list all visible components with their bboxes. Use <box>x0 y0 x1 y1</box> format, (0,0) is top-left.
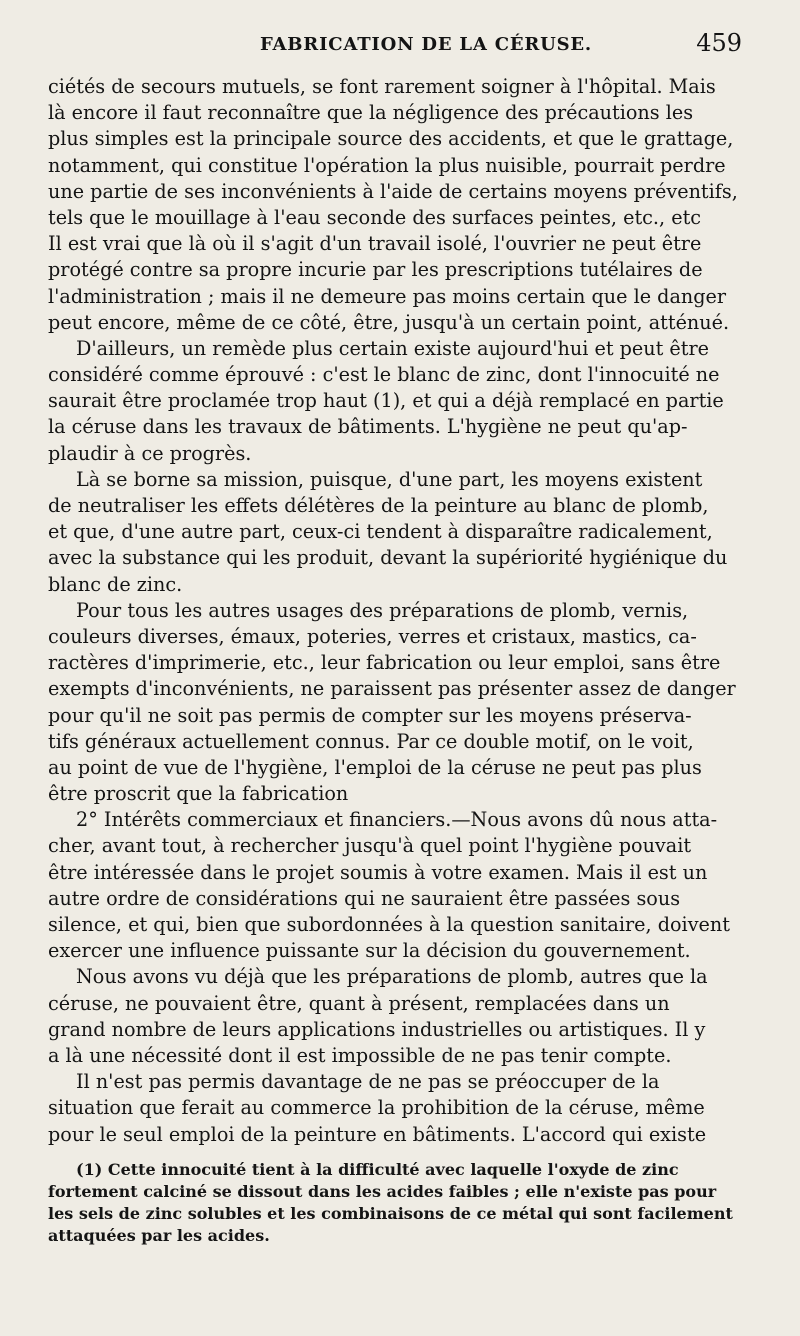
text-line: situation que ferait au commerce la prohibition de la céruse, même <box>48 1096 705 1120</box>
text-line: grand nombre de leurs applications industrielles ou artistiques. Il y <box>48 1017 706 1041</box>
text-line: au point de vue de l'hygiène, l'emploi de la céruse ne peut pas plus <box>48 755 702 779</box>
paragraph-start-line: Pour tous les autres usages des préparations de plomb, vernis, <box>76 598 689 622</box>
paragraph-start-line: Nous avons vu déjà que les préparations de plomb, autres que la <box>76 965 708 989</box>
text-line: cher, avant tout, à rechercher jusqu'à quel point l'hygiène pouvait <box>48 834 692 858</box>
text-line: silence, et qui, bien que subordonnées à la question sanitaire, doivent <box>48 913 730 936</box>
text-line: être intéressée dans le projet soumis à votre examen. Mais il est un <box>48 860 708 884</box>
footnote-line: attaquées par les acides. <box>48 1225 270 1245</box>
text-line: a là une nécessité dont il est impossible de ne pas tenir compte. <box>48 1043 672 1067</box>
text-line: avec la substance qui les produit, devant la supériorité hygiénique du <box>48 546 728 570</box>
text-line: considéré comme éprouvé : c'est le blanc de zinc, dont l'innocuité ne <box>48 363 720 387</box>
text-line: une partie de ses inconvénients à l'aide de certains moyens préventifs, <box>48 179 738 203</box>
paragraph-start-line: Là se borne sa mission, puisque, d'une part, les moyens existent <box>76 467 703 491</box>
text-line: pour le seul emploi de la peinture en bâtiments. L'accord qui existe <box>48 1122 707 1146</box>
text-line: et que, d'une autre part, ceux-ci tendent à disparaître radicalement, <box>48 520 713 544</box>
text-line: exercer une influence puissante sur la décision du gouvernement. <box>48 939 691 963</box>
paragraph-start-line: D'ailleurs, un remède plus certain existe aujourd'hui et peut être <box>76 336 710 360</box>
text-line: Il est vrai que là où il s'agit d'un travail isolé, l'ouvrier ne peut être <box>48 232 702 256</box>
text-line: autre ordre de considérations qui ne sauraient être passées sous <box>48 886 681 910</box>
text-line: protégé contre sa propre incurie par les prescriptions tutélaires de <box>48 258 703 282</box>
paragraph-start-line: Il n'est pas permis davantage de ne pas se préoccuper de la <box>76 1070 660 1094</box>
footnote-line: les sels de zinc solubles et les combinaisons de ce métal qui sont facilement <box>48 1203 733 1223</box>
text-line: couleurs diverses, émaux, poteries, verres et cristaux, mastics, ca- <box>48 624 697 648</box>
text-line: céruse, ne pouvaient être, quant à présent, remplacées dans un <box>48 991 670 1015</box>
footnote <box>48 1159 760 1247</box>
footnote-line: (1) Cette innocuité tient à la difficulté avec laquelle l'oxyde de zinc <box>76 1159 679 1179</box>
text-line: la céruse dans les travaux de bâtiments. L'hygiène ne peut qu'ap- <box>48 415 688 439</box>
text-line: tifs généraux actuellement connus. Par ce double motif, on le voit, <box>48 729 694 753</box>
text-line: saurait être proclamée trop haut (1), et qui a déjà remplacé en partie <box>48 389 724 413</box>
text-line: blanc de zinc. <box>48 572 183 596</box>
main-text <box>48 74 760 1148</box>
text-line: là encore il faut reconnaître que la négligence des précautions les <box>48 101 694 125</box>
section-heading-line: 2° Intérêts commerciaux et financiers.—Nous avons dû nous atta- <box>76 808 718 832</box>
running-head <box>48 29 760 66</box>
text-line: l'administration ; mais il ne demeure pas moins certain que le danger <box>48 284 727 308</box>
text-line: pour qu'il ne soit pas permis de compter sur les moyens préserva- <box>48 703 692 727</box>
text-line: plaudir à ce progrès. <box>48 441 252 465</box>
text-line: tels que le mouillage à l'eau seconde des surfaces peintes, etc., etc <box>48 205 702 229</box>
text-line: de neutraliser les effets délétères de la peinture au blanc de plomb, <box>48 494 709 517</box>
text-line: être proscrit que la fabrication <box>48 782 349 806</box>
footnote-line: fortement calciné se dissout dans les acides faibles ; elle n'existe pas pour <box>48 1181 717 1201</box>
text-line: exempts d'inconvénients, ne paraissent pas présenter assez de danger <box>48 677 736 701</box>
text-line: ciétés de secours mutuels, se font rarement soigner à l'hôpital. Mais <box>48 75 716 98</box>
text-line: notamment, qui constitue l'opération la plus nuisible, pourrait perdre <box>48 153 726 177</box>
running-title: FABRICATION DE LA CÉRUSE. <box>260 34 592 55</box>
text-line: plus simples est la principale source des accidents, et que le grattage, <box>48 127 734 151</box>
text-line: peut encore, même de ce côté, être, jusqu'à un certain point, atténué. <box>48 310 730 334</box>
text-line: ractères d'imprimerie, etc., leur fabrication ou leur emploi, sans être <box>48 651 721 675</box>
page-number: 459 <box>696 29 742 57</box>
